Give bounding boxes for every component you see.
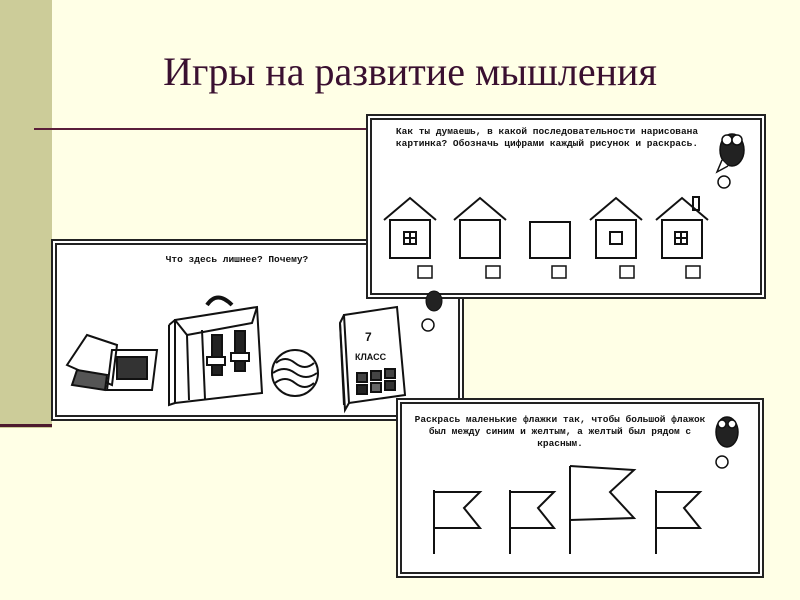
house-icon-3: [530, 222, 570, 258]
school-bag-icon: [169, 298, 262, 406]
title-divider: [34, 128, 372, 130]
mascot-icon: [716, 417, 738, 468]
mascot-icon: [717, 134, 744, 188]
small-flag-icon-3: [656, 490, 700, 554]
number-boxes: [418, 266, 700, 278]
house-icon-2: [454, 198, 506, 258]
book-grade-word: КЛАСС: [355, 352, 387, 362]
side-bar-underline: [0, 424, 52, 427]
decorative-side-bar: [0, 0, 52, 428]
sequence-illustration: [372, 120, 760, 293]
house-icon-5: [656, 197, 708, 258]
odd-one-out-instruction: Что здесь лишнее? Почему?: [165, 254, 309, 265]
sequence-instruction: Как ты думаешь, в какой последовательности нарисована картинка? Обозначь цифрами каждый рисунок и раскрась.: [395, 126, 699, 149]
sequence-puzzle-card: [370, 118, 762, 295]
ball-icon: [272, 350, 318, 396]
big-flag-icon: [570, 466, 634, 554]
mascot-icon-small: [418, 287, 448, 337]
flags-puzzle-card: [400, 402, 760, 574]
pencil-case-icon: [67, 335, 157, 390]
flags-instruction: Раскрась маленькие флажки так, чтобы большой флажок был между синим и желтым, а желтый был рядом с красным.: [414, 414, 706, 449]
small-flag-icon-2: [510, 490, 554, 554]
slide-title: Игры на развитие мышления: [163, 49, 657, 94]
book-grade-number: 7: [365, 330, 372, 344]
flags-illustration: [402, 404, 758, 572]
house-icon-4: [590, 198, 642, 258]
small-flag-icon-1: [434, 490, 480, 554]
house-icon-1: [384, 198, 436, 258]
